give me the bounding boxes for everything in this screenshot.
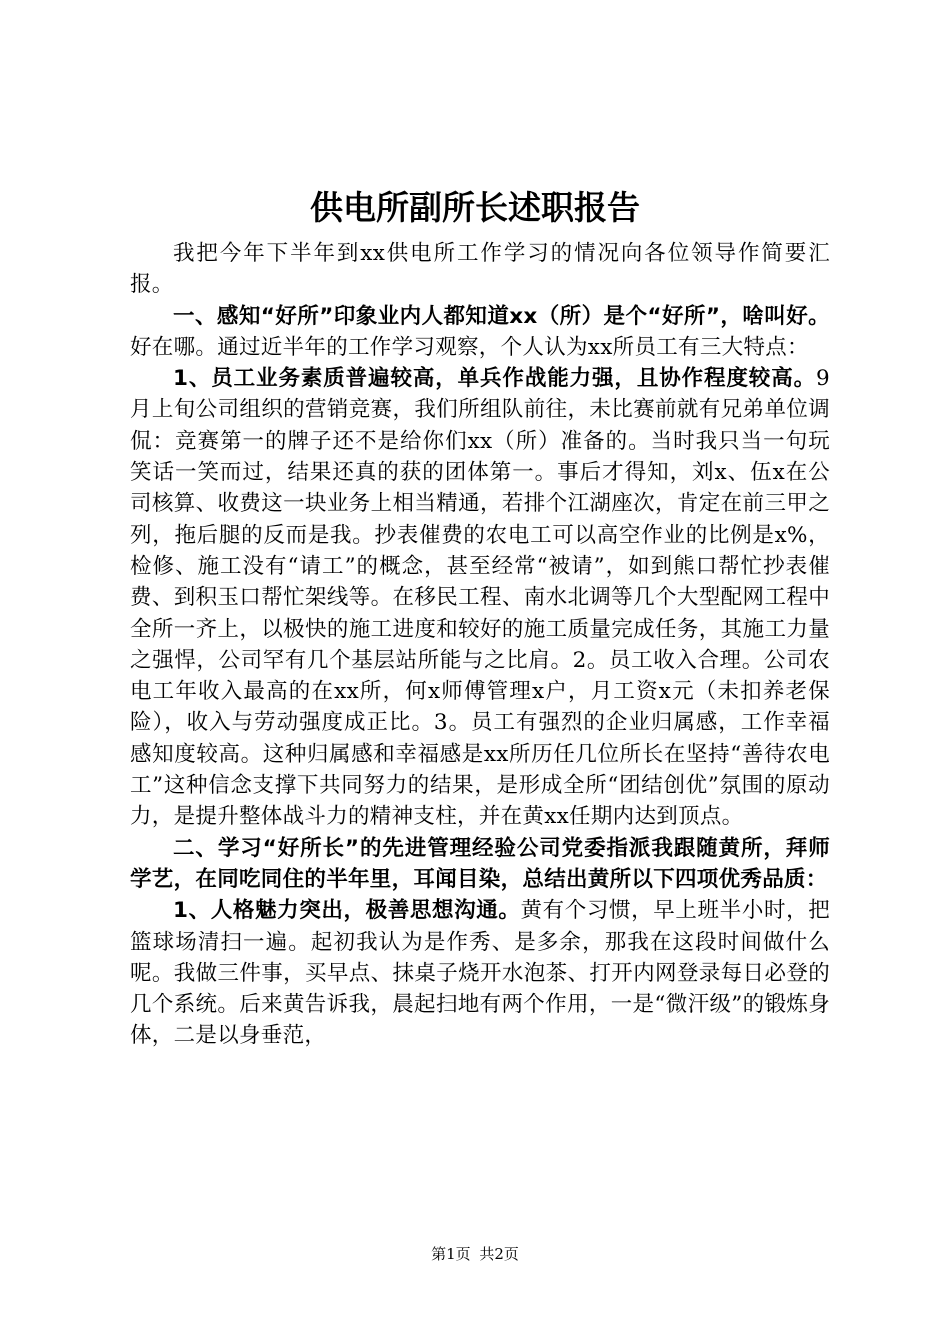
paragraph-point-two (130, 895, 830, 1051)
section-heading: 一、感知“好所”印象业内人都知道xx（所）是个“好所”，啥叫好。 (173, 303, 830, 329)
point-heading: 1、员工业务素质普遍较高，单兵作战能力强，且协作程度较高。 (173, 366, 817, 392)
page-number: 第1页 (431, 1245, 471, 1263)
section-heading: 二、学习“好所长”的先进管理经验公司党委指派我跟随黄所，拜师学艺，在同吃同住的半年里，耳闻目染，总结出黄所以下四项优秀品质： (130, 835, 830, 892)
page-footer (0, 1244, 950, 1264)
page-total: 共2页 (479, 1245, 519, 1263)
paragraph-text: 好在哪。通过近半年的工作学习观察，个人认为xx所员工有三大特点： (130, 334, 809, 360)
paragraph-text: 黄有个习惯，早上班半小时，把篮球场清扫一遍。起初我认为是作秀、是多余，那我在这段时间做什么呢。我做三件事，买早点、抹桌子烧开水泡茶、打开内网登录每日必登的几个系统。后来黄告诉我，晨起扫地有两个作用，一是“微汗级”的锻炼身体，二是以身垂范， (130, 898, 831, 1049)
paragraph-text: 我把今年下半年到xx供电所工作学习的情况向各位领导作简要汇报。 (130, 241, 830, 298)
paragraph-text: 9月上旬公司组织的营销竞赛，我们所组队前往，未比赛前就有兄弟单位调侃：竞赛第一的牌子还不是给你们xx（所）准备的。当时我只当一句玩笑话一笑而过，结果还真的获的团体第一。事后才得知，刘x、伍x在公司核算、收费这一块业务上相当精通，若排个江湖座次，肯定在前三甲之列，拖后腿的反而是我。抄表催费的农电工可以高空作业的比例是x%，检修、施工没有“请工”的概念，甚至经常“被请”，如到熊口帮忙抄表催费、到积玉口帮忙架线等。在移民工程、南水北调等几个大型配网工程中全所一齐上，以极快的施工进度和较好的施工质量完成任务，其施工力量之强悍，公司罕有几个基层站所能与之比肩。2。员工收入合理。公司农电工年收入最高的在xx所，何x师傅管理x户，月工资x元（未扣养老保险），收入与劳动强度成正比。3。员工有强烈的企业归属感，工作幸福感知度较高。这种归属感和幸福感是xx所历任几位所长在坚持“善待农电工”这种信念支撑下共同努力的结果，是形成全所“团结创优”氛围的原动力，是提升整体战斗力的精神支柱，并在黄xx任期内达到顶点。 (130, 366, 830, 830)
paragraph-section-one (130, 301, 830, 364)
paragraph-section-two (130, 833, 830, 896)
document-title: 供电所副所长述职报告 (310, 188, 640, 227)
paragraph-point-one (130, 363, 830, 832)
paragraph-intro (130, 238, 830, 301)
document-body (130, 238, 830, 1052)
point-heading: 1、人格魅力突出，极善思想沟通。 (173, 898, 521, 924)
